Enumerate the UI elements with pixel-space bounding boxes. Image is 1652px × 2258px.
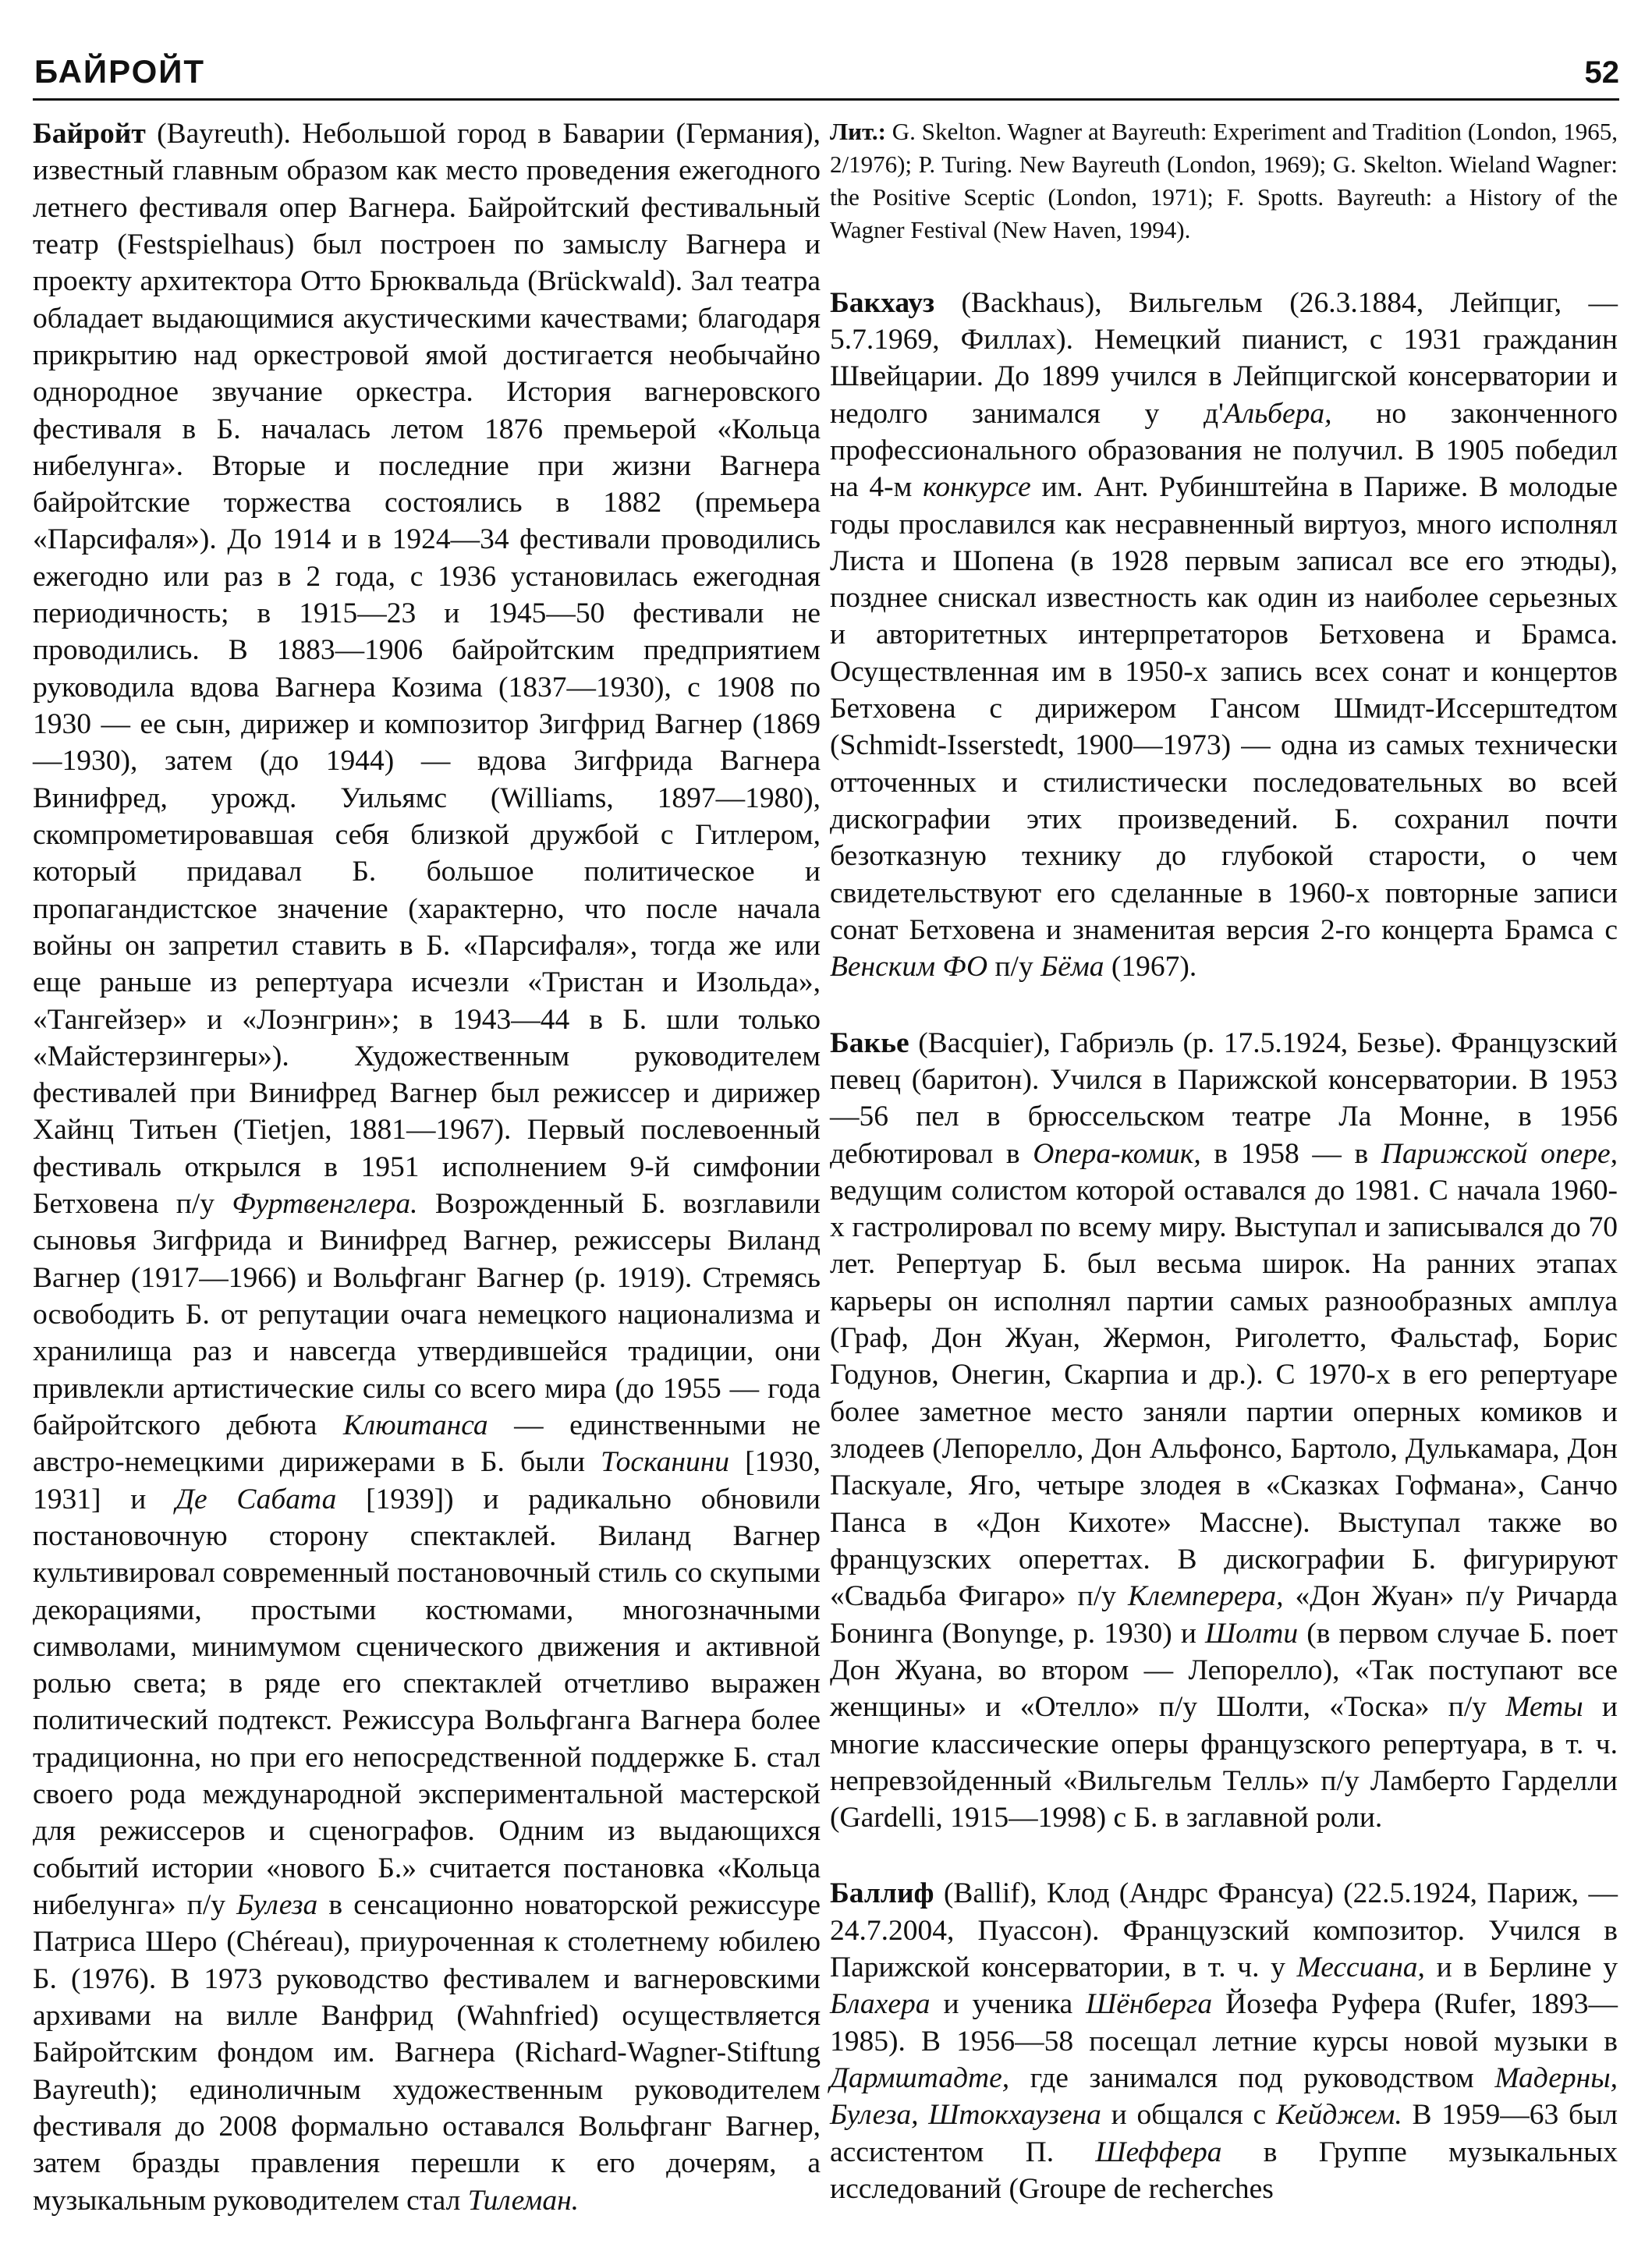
- cross-reference: Де Сабата: [175, 1483, 337, 1515]
- entry-text: (в первом случае Б. поет Дон Жуана, во втором — Лепорелло), «Так поступают все женщины» и «Отелло» п/у Шолти, «Тоска» п/у: [830, 1617, 1618, 1724]
- cross-reference: Шеффера: [1095, 2136, 1222, 2168]
- entry-text: где занимался под руководством: [1009, 2062, 1495, 2094]
- entry-text: (1967).: [1104, 951, 1197, 984]
- entry-text: [1939]) и радикально обновили постановочную сторону спектаклей. Виланд Вагнер культивировал современный постановочный стиль со скупыми декорациями, простыми костюмами, многозначными символами, минимумом сценического движения и активной ролью света; в ряде его спектаклей отчетливо выражен политический подтекст. Режиссура Вольфганга Вагнера более традиционна, но при его непосредственной поддержке Б. стал своего рода международной экспериментальной мастерской для режиссеров и сценографов. Одним из выдающихся событий истории «нового Б.» считается постановка «Кольца нибелунга» п/у: [33, 1483, 821, 1921]
- page-header: [33, 39, 1619, 101]
- cross-reference: Опера-комик,: [1033, 1137, 1201, 1170]
- cross-reference: Тосканини: [601, 1446, 730, 1479]
- entry-text: (Bacquier), Габриэль (р. 17.5.1924, Безье). Французский певец (баритон). Учился в Парижской консерватории. В 1953—56 пел в брюссельском театре Ла Монне, в 1956 дебютировал в: [830, 1026, 1618, 1170]
- entry-text: в Группе музыкальных исследований (Groupe de recherches: [830, 2136, 1618, 2205]
- cross-reference: Альбера,: [1223, 397, 1332, 430]
- page-number: 52: [1584, 55, 1619, 90]
- entry-text: и общался с: [1101, 2099, 1276, 2132]
- headword-bayreuth: Байройт: [33, 118, 146, 150]
- cross-reference: Шолти: [1205, 1617, 1299, 1650]
- headword-backhaus: Бакхауз: [830, 286, 935, 319]
- literature-label: Лит.:: [830, 118, 886, 145]
- left-column: [33, 115, 821, 2258]
- literature-text: G. Skelton. Wagner at Bayreuth: Experiment and Tradition (London, 1965, 2/1976); P. Turing. New Bayreuth (London, 1969); G. Skelton. Wieland Wagner: the Positive Sceptic (London, 1971); F. Spotts. Bayreuth: a History of the Wagner Festival (New Haven, 1994).: [830, 118, 1618, 244]
- entry-text: (Backhaus), Вильгельм (26.3.1884, Лейпциг, — 5.7.1969, Филлах). Немецкий пианист, с 1931 гражданин Швейцарии. До 1899 учился в Лейпцигской консерватории и недолго занимался у д': [830, 286, 1618, 430]
- entry-text: в 1958 — в: [1200, 1137, 1381, 1170]
- entry-text: (Ballif), Клод (Андрс Франсуа) (22.5.1924, Париж, — 24.7.2004, Пуассон). Французский композитор. Учился в Парижской консерватории, в т. ч. у: [830, 1877, 1618, 1984]
- headword-ballif: Баллиф: [830, 1877, 934, 1910]
- entry-ballif: [830, 1875, 1618, 2207]
- cross-reference: Блахера: [830, 1988, 931, 2021]
- entry-text: «Дон Жуан» п/у Ричарда Бонинга (Bonynge, р. 1930) и: [830, 1580, 1618, 1650]
- cross-reference: конкурсе: [923, 471, 1031, 504]
- cross-reference: Тилеман.: [467, 2184, 580, 2217]
- entry-text: и ученика: [930, 1988, 1087, 2021]
- entry-bayreuth: [33, 115, 821, 2219]
- entry-text: Возрожденный Б. возглавили сыновья Зигфрида и Винифред Вагнер, режиссеры Виланд Вагнер (1917—1966) и Вольфганг Вагнер (р. 1919). Стремясь освободить Б. от репутации очага немецкого национализма и хранилища раз и навсегда утвердившейся традиции, они привлекли артистические силы со всего мира (до 1955 — года байройтского дебюта: [33, 1188, 821, 1441]
- cross-reference: Парижской опере,: [1381, 1137, 1618, 1170]
- right-column: [830, 115, 1618, 2246]
- entry-text: но законченного профессионального образования не получил. В 1905 победил на 4-м: [830, 397, 1618, 504]
- entry-text: ведущим солистом которой оставался до 1981. С начала 1960-х гастролировал по всему миру. Выступал и записывался до 70 лет. Репертуар Б. был весьма широк. На ранних этапах карьеры он исполнял партии самых разнообразных амплуа (Граф, Дон Жуан, Жермон, Риголетто, Фальстаф, Борис Годунов, Онегин, Скарпиа и др.). С 1970-х в его репертуаре более заметное место заняли партии оперных комиков и злодеев (Лепорелло, Дон Альфонсо, Бартоло, Дулькамара, Дон Паскуале, Яго, четыре злодея в «Сказках Гофмана», Санчо Панса в «Дон Кихоте» Массне). Выступал также во французских опереттах. В дискографии Б. фигурируют «Свадьба Фигаро» п/у: [830, 1174, 1618, 1613]
- entry-backhaus: [830, 285, 1618, 986]
- cross-reference: Дармштадте,: [830, 2062, 1010, 2094]
- entry-text: п/у: [987, 951, 1041, 984]
- entry-text: В 1959—63 был ассистентом П.: [830, 2099, 1618, 2168]
- cross-reference: Меты: [1505, 1691, 1583, 1724]
- cross-reference: Мессиана,: [1296, 1951, 1425, 1984]
- entry-text: им. Ант. Рубинштейна в Париже. В молодые годы прославился как несравненный виртуоз, много исполнял Листа и Шопена (в 1928 первым записал все его этюды), позднее снискал известность как один из наиболее серьезных и авторитетных интерпретаторов Бетховена и Брамса. Осуществленная им в 1950-х запись всех сонат и концертов Бетховена с дирижером Гансом Шмидт-Иссерштедтом (Schmidt-Isserstedt, 1900—1973) — одна из самых технически отточенных и стилистически последовательных во всей дискографии этих произведений. Б. сохранил почти безотказную технику до глубокой старости, о чем свидетельствуют его сделанные в 1960-х повторные записи сонат Бетховена и знаменитая версия 2-го концерта Брамса с: [830, 471, 1618, 946]
- cross-reference: Булеза: [236, 1889, 318, 1921]
- entry-text: в сенсационно новаторской режиссуре Патриса Шеро (Chéreau), приуроченная к столетнему юбилею Б. (1976). В 1973 руководство фестивалем и вагнеровскими архивами на вилле Ванфрид (Wahnfried) осуществляется Байройтским фондом им. Вагнера (Richard-Wagner-Stiftung Bayreuth); единоличным художественным руководителем фестиваля до 2008 формально оставался Вольфганг Вагнер, затем бразды правления перешли к его дочерям, а музыкальным руководителем стал: [33, 1889, 821, 2217]
- cross-reference: Клемперера,: [1127, 1580, 1284, 1613]
- entry-text: (Bayreuth). Небольшой город в Баварии (Германия), известный главным образом как место проведения ежегодного летнего фестиваля опер Вагнера. Байройтский фестивальный театр (Festspielhaus) был построен по замыслу Вагнера и проекту архитектора Отто Брюквальда (Brückwald). Зал театра обладает выдающимися акустическими качествами; благодаря прикрытию над оркестровой ямой достигается необычайно однородное звучание оркестра. История вагнеровского фестиваля в Б. началась летом 1876 премьерой «Кольца нибелунга». Вторые и последние при жизни Вагнера байройтские торжества состоялись в 1882 (премьера «Парсифаля»). До 1914 и в 1924—34 фестивали проводились ежегодно или раз в 2 года, с 1936 установилась ежегодная периодичность; в 1915—23 и 1945—50 фестивали не проводились. В 1883—1906 байройтским предприятием руководила вдова Вагнера Козима (1837—1930), с 1908 по 1930 — ее сын, дирижер и композитор Зигфрид Вагнер (1869—1930), затем (до 1944) — вдова Зигфрида Вагнера Винифред, урожд. Уильямс (Williams, 1897—1980), скомпрометировавшая себя близкой дружбой с Гитлером, который придавал Б. большое политическое и пропагандистское значение (характерно, что после начала войны он запретил ставить в Б. «Парсифаля», тогда же или еще раньше из репертуара исчезли «Тристан и Изольда», «Тангейзер» и «Лоэнгрин»; в 1943—44 в Б. шли только «Майстерзингеры»). Художественным руководителем фестивалей при Винифред Вагнер был режиссер и дирижер Хайнц Титьен (Tietjen, 1881—1967). Первый послевоенный фестиваль открылся в 1951 исполнением 9-й симфонии Бетховена п/у: [33, 118, 821, 1221]
- entry-text: и многие классические оперы французского репертуара, в т. ч. непревзойденный «Вильгельм Телль» п/у Ламберто Гарделли (Gardelli, 1915—1998) с Б. в заглавной роли.: [830, 1691, 1618, 1834]
- cross-reference: Бёма: [1040, 951, 1104, 984]
- literature-list: [830, 115, 1618, 247]
- running-head: БАЙРОЙТ: [34, 53, 206, 90]
- headword-bacquier: Бакье: [830, 1026, 909, 1059]
- entry-bacquier: [830, 1025, 1618, 1837]
- cross-reference: Фуртвенглера.: [232, 1188, 418, 1221]
- entry-text: [1930, 1931] и: [33, 1446, 821, 1515]
- cross-reference: Кейджем.: [1275, 2099, 1402, 2132]
- cross-reference: Венским ФО: [830, 951, 988, 984]
- cross-reference: Клюитанса: [342, 1409, 488, 1441]
- cross-reference: Шёнберга: [1086, 1988, 1213, 2021]
- entry-text: Йозефа Руфера (Rufer, 1893—1985). В 1956—58 посещал летние курсы новой музыки в: [830, 1988, 1618, 2058]
- entry-text: — единственными не австро-немецкими дирижерами в Б. были: [33, 1409, 821, 1479]
- cross-reference: Мадерны, Булеза, Штокхаузена: [830, 2062, 1618, 2132]
- entry-text: и в Берлине у: [1424, 1951, 1618, 1984]
